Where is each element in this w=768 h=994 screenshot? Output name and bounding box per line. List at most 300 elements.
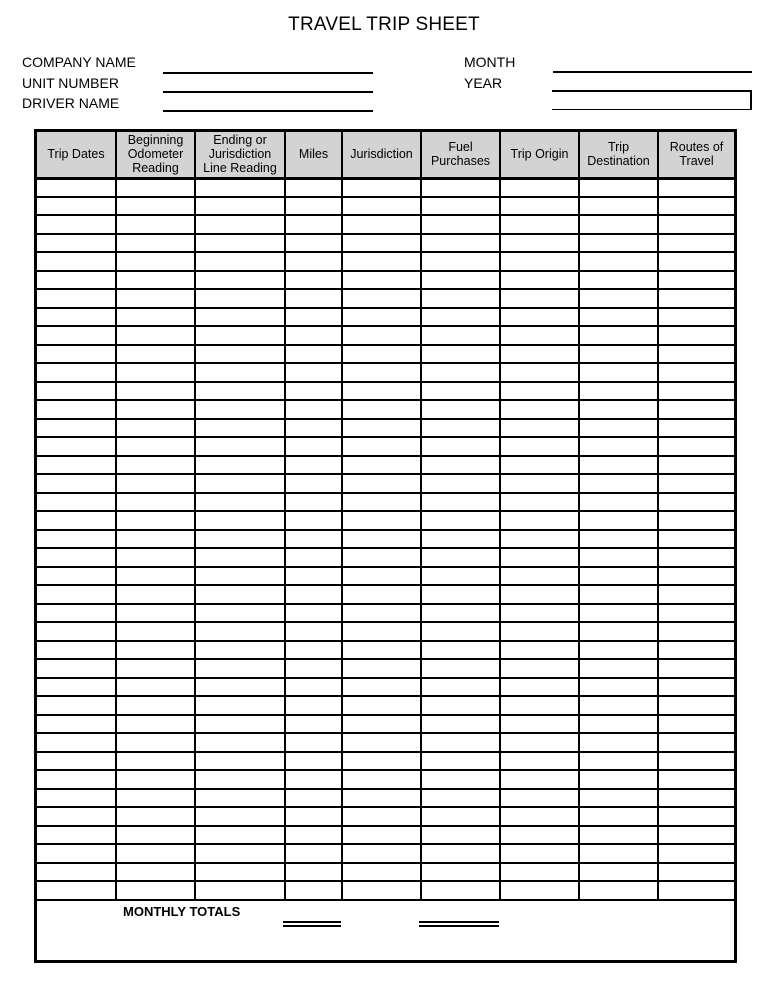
table-cell[interactable] (579, 826, 658, 845)
table-cell[interactable] (579, 382, 658, 401)
table-cell[interactable] (500, 493, 579, 512)
table-cell[interactable] (500, 474, 579, 493)
table-cell[interactable] (195, 807, 285, 826)
table-cell[interactable] (195, 326, 285, 345)
table-cell[interactable] (116, 696, 195, 715)
table-cell[interactable] (500, 234, 579, 253)
table-cell[interactable] (579, 271, 658, 290)
table-cell[interactable] (658, 345, 734, 364)
table-cell[interactable] (285, 881, 342, 900)
table-cell[interactable] (285, 585, 342, 604)
table-cell[interactable] (285, 715, 342, 734)
table-cell[interactable] (500, 178, 579, 197)
table-cell[interactable] (37, 585, 116, 604)
table-cell[interactable] (37, 604, 116, 623)
table-cell[interactable] (500, 271, 579, 290)
table-cell[interactable] (579, 659, 658, 678)
table-cell[interactable] (285, 659, 342, 678)
table-cell[interactable] (421, 215, 500, 234)
table-cell[interactable] (658, 178, 734, 197)
table-cell[interactable] (285, 604, 342, 623)
table-cell[interactable] (195, 548, 285, 567)
table-cell[interactable] (37, 881, 116, 900)
table-cell[interactable] (658, 252, 734, 271)
table-cell[interactable] (421, 641, 500, 660)
table-cell[interactable] (116, 474, 195, 493)
table-cell[interactable] (195, 622, 285, 641)
table-cell[interactable] (285, 456, 342, 475)
table-cell[interactable] (285, 807, 342, 826)
table-cell[interactable] (37, 807, 116, 826)
table-cell[interactable] (342, 622, 421, 641)
table-cell[interactable] (195, 197, 285, 216)
table-cell[interactable] (285, 326, 342, 345)
table-cell[interactable] (285, 844, 342, 863)
month-line[interactable] (553, 71, 752, 73)
table-cell[interactable] (500, 548, 579, 567)
table-cell[interactable] (285, 345, 342, 364)
table-cell[interactable] (116, 826, 195, 845)
table-cell[interactable] (116, 807, 195, 826)
table-cell[interactable] (37, 567, 116, 586)
table-cell[interactable] (37, 752, 116, 771)
table-cell[interactable] (579, 567, 658, 586)
table-cell[interactable] (37, 308, 116, 327)
table-cell[interactable] (342, 271, 421, 290)
table-cell[interactable] (195, 530, 285, 549)
table-cell[interactable] (500, 863, 579, 882)
table-cell[interactable] (500, 641, 579, 660)
table-cell[interactable] (421, 696, 500, 715)
table-cell[interactable] (421, 419, 500, 438)
table-cell[interactable] (658, 881, 734, 900)
table-cell[interactable] (285, 437, 342, 456)
table-cell[interactable] (658, 641, 734, 660)
table-cell[interactable] (195, 271, 285, 290)
table-cell[interactable] (579, 437, 658, 456)
table-cell[interactable] (500, 511, 579, 530)
table-cell[interactable] (658, 807, 734, 826)
table-cell[interactable] (658, 400, 734, 419)
table-cell[interactable] (116, 715, 195, 734)
table-cell[interactable] (37, 733, 116, 752)
table-cell[interactable] (579, 197, 658, 216)
table-cell[interactable] (421, 863, 500, 882)
table-cell[interactable] (579, 252, 658, 271)
table-cell[interactable] (116, 363, 195, 382)
table-cell[interactable] (500, 752, 579, 771)
table-cell[interactable] (195, 678, 285, 697)
table-cell[interactable] (37, 400, 116, 419)
table-cell[interactable] (116, 271, 195, 290)
table-cell[interactable] (421, 659, 500, 678)
table-cell[interactable] (285, 215, 342, 234)
table-cell[interactable] (421, 752, 500, 771)
table-cell[interactable] (421, 234, 500, 253)
table-cell[interactable] (195, 289, 285, 308)
table-cell[interactable] (658, 474, 734, 493)
table-cell[interactable] (500, 215, 579, 234)
table-cell[interactable] (37, 178, 116, 197)
table-cell[interactable] (116, 752, 195, 771)
table-cell[interactable] (342, 326, 421, 345)
table-cell[interactable] (658, 363, 734, 382)
table-cell[interactable] (421, 807, 500, 826)
table-cell[interactable] (116, 215, 195, 234)
table-cell[interactable] (116, 789, 195, 808)
table-cell[interactable] (195, 715, 285, 734)
table-cell[interactable] (658, 530, 734, 549)
table-cell[interactable] (579, 326, 658, 345)
table-cell[interactable] (285, 826, 342, 845)
table-cell[interactable] (342, 548, 421, 567)
table-cell[interactable] (116, 382, 195, 401)
table-cell[interactable] (421, 178, 500, 197)
table-cell[interactable] (342, 807, 421, 826)
table-cell[interactable] (421, 844, 500, 863)
table-cell[interactable] (579, 770, 658, 789)
table-cell[interactable] (658, 696, 734, 715)
table-cell[interactable] (342, 178, 421, 197)
table-cell[interactable] (658, 752, 734, 771)
table-cell[interactable] (342, 530, 421, 549)
table-cell[interactable] (421, 363, 500, 382)
table-cell[interactable] (500, 789, 579, 808)
table-cell[interactable] (342, 234, 421, 253)
table-cell[interactable] (500, 715, 579, 734)
table-cell[interactable] (500, 326, 579, 345)
table-cell[interactable] (421, 382, 500, 401)
table-cell[interactable] (285, 271, 342, 290)
table-cell[interactable] (658, 733, 734, 752)
table-cell[interactable] (116, 585, 195, 604)
table-cell[interactable] (658, 289, 734, 308)
table-cell[interactable] (285, 752, 342, 771)
table-cell[interactable] (285, 382, 342, 401)
table-cell[interactable] (500, 770, 579, 789)
table-cell[interactable] (421, 530, 500, 549)
table-cell[interactable] (658, 234, 734, 253)
table-cell[interactable] (342, 400, 421, 419)
company-name-line[interactable] (163, 72, 373, 74)
table-cell[interactable] (37, 659, 116, 678)
table-cell[interactable] (116, 252, 195, 271)
table-cell[interactable] (579, 696, 658, 715)
table-cell[interactable] (579, 789, 658, 808)
table-cell[interactable] (116, 659, 195, 678)
table-cell[interactable] (421, 548, 500, 567)
table-cell[interactable] (421, 456, 500, 475)
table-cell[interactable] (37, 419, 116, 438)
table-cell[interactable] (500, 197, 579, 216)
driver-name-line[interactable] (163, 110, 373, 112)
table-cell[interactable] (116, 400, 195, 419)
table-cell[interactable] (195, 511, 285, 530)
table-cell[interactable] (421, 474, 500, 493)
table-cell[interactable] (658, 308, 734, 327)
table-cell[interactable] (658, 622, 734, 641)
table-cell[interactable] (579, 530, 658, 549)
table-cell[interactable] (658, 197, 734, 216)
table-cell[interactable] (195, 604, 285, 623)
table-cell[interactable] (342, 715, 421, 734)
table-cell[interactable] (342, 419, 421, 438)
table-cell[interactable] (195, 382, 285, 401)
table-cell[interactable] (195, 456, 285, 475)
table-cell[interactable] (342, 659, 421, 678)
table-cell[interactable] (579, 178, 658, 197)
table-cell[interactable] (500, 826, 579, 845)
table-cell[interactable] (658, 437, 734, 456)
table-cell[interactable] (37, 826, 116, 845)
table-cell[interactable] (37, 770, 116, 789)
table-cell[interactable] (421, 789, 500, 808)
table-cell[interactable] (116, 197, 195, 216)
table-cell[interactable] (500, 807, 579, 826)
table-cell[interactable] (658, 419, 734, 438)
table-cell[interactable] (658, 326, 734, 345)
table-cell[interactable] (116, 308, 195, 327)
table-cell[interactable] (342, 826, 421, 845)
table-cell[interactable] (195, 844, 285, 863)
table-cell[interactable] (195, 363, 285, 382)
table-cell[interactable] (579, 604, 658, 623)
table-cell[interactable] (285, 493, 342, 512)
table-cell[interactable] (658, 511, 734, 530)
table-cell[interactable] (658, 863, 734, 882)
table-cell[interactable] (579, 234, 658, 253)
table-cell[interactable] (579, 641, 658, 660)
table-cell[interactable] (37, 715, 116, 734)
table-cell[interactable] (421, 493, 500, 512)
table-cell[interactable] (579, 622, 658, 641)
table-cell[interactable] (285, 733, 342, 752)
table-cell[interactable] (37, 197, 116, 216)
table-cell[interactable] (37, 474, 116, 493)
table-cell[interactable] (37, 345, 116, 364)
table-cell[interactable] (116, 844, 195, 863)
table-cell[interactable] (579, 474, 658, 493)
table-cell[interactable] (116, 622, 195, 641)
table-cell[interactable] (500, 252, 579, 271)
table-cell[interactable] (421, 604, 500, 623)
table-cell[interactable] (500, 585, 579, 604)
table-cell[interactable] (421, 585, 500, 604)
table-cell[interactable] (285, 789, 342, 808)
table-cell[interactable] (421, 770, 500, 789)
table-cell[interactable] (195, 733, 285, 752)
table-cell[interactable] (421, 308, 500, 327)
table-cell[interactable] (342, 881, 421, 900)
table-cell[interactable] (421, 678, 500, 697)
table-cell[interactable] (342, 789, 421, 808)
table-cell[interactable] (579, 807, 658, 826)
table-cell[interactable] (500, 696, 579, 715)
table-cell[interactable] (658, 585, 734, 604)
table-cell[interactable] (195, 252, 285, 271)
table-cell[interactable] (195, 585, 285, 604)
year-field-box[interactable] (552, 90, 752, 110)
table-cell[interactable] (195, 770, 285, 789)
table-cell[interactable] (37, 789, 116, 808)
table-cell[interactable] (285, 308, 342, 327)
table-cell[interactable] (342, 289, 421, 308)
table-cell[interactable] (37, 456, 116, 475)
table-cell[interactable] (500, 622, 579, 641)
table-cell[interactable] (37, 622, 116, 641)
table-cell[interactable] (195, 400, 285, 419)
table-cell[interactable] (37, 382, 116, 401)
table-cell[interactable] (342, 363, 421, 382)
table-cell[interactable] (579, 752, 658, 771)
table-cell[interactable] (342, 345, 421, 364)
table-cell[interactable] (579, 493, 658, 512)
table-cell[interactable] (195, 641, 285, 660)
table-cell[interactable] (342, 604, 421, 623)
table-cell[interactable] (658, 826, 734, 845)
table-cell[interactable] (116, 345, 195, 364)
table-cell[interactable] (500, 604, 579, 623)
table-cell[interactable] (116, 530, 195, 549)
table-cell[interactable] (195, 437, 285, 456)
table-cell[interactable] (195, 419, 285, 438)
table-cell[interactable] (421, 326, 500, 345)
table-cell[interactable] (342, 770, 421, 789)
table-cell[interactable] (500, 437, 579, 456)
table-cell[interactable] (342, 474, 421, 493)
table-cell[interactable] (658, 604, 734, 623)
table-cell[interactable] (658, 678, 734, 697)
table-cell[interactable] (37, 271, 116, 290)
table-cell[interactable] (37, 437, 116, 456)
table-cell[interactable] (579, 511, 658, 530)
table-cell[interactable] (500, 419, 579, 438)
table-cell[interactable] (500, 289, 579, 308)
table-cell[interactable] (116, 567, 195, 586)
table-cell[interactable] (579, 678, 658, 697)
table-cell[interactable] (342, 382, 421, 401)
table-cell[interactable] (116, 493, 195, 512)
table-cell[interactable] (421, 567, 500, 586)
table-cell[interactable] (116, 178, 195, 197)
table-cell[interactable] (342, 844, 421, 863)
table-cell[interactable] (421, 437, 500, 456)
table-cell[interactable] (195, 696, 285, 715)
table-cell[interactable] (37, 493, 116, 512)
table-cell[interactable] (37, 326, 116, 345)
table-cell[interactable] (342, 308, 421, 327)
table-cell[interactable] (579, 585, 658, 604)
table-cell[interactable] (500, 382, 579, 401)
table-cell[interactable] (421, 271, 500, 290)
table-cell[interactable] (116, 326, 195, 345)
table-cell[interactable] (342, 197, 421, 216)
table-cell[interactable] (500, 308, 579, 327)
table-cell[interactable] (579, 289, 658, 308)
table-cell[interactable] (579, 456, 658, 475)
table-cell[interactable] (421, 400, 500, 419)
table-cell[interactable] (579, 419, 658, 438)
table-cell[interactable] (579, 400, 658, 419)
table-cell[interactable] (421, 252, 500, 271)
table-cell[interactable] (658, 456, 734, 475)
table-cell[interactable] (195, 474, 285, 493)
table-cell[interactable] (500, 678, 579, 697)
table-cell[interactable] (342, 252, 421, 271)
table-cell[interactable] (285, 548, 342, 567)
table-cell[interactable] (342, 752, 421, 771)
table-cell[interactable] (195, 345, 285, 364)
table-cell[interactable] (116, 234, 195, 253)
table-cell[interactable] (37, 641, 116, 660)
table-cell[interactable] (195, 308, 285, 327)
table-cell[interactable] (285, 474, 342, 493)
table-cell[interactable] (500, 345, 579, 364)
table-cell[interactable] (285, 511, 342, 530)
table-cell[interactable] (195, 863, 285, 882)
table-cell[interactable] (195, 178, 285, 197)
table-cell[interactable] (342, 456, 421, 475)
table-cell[interactable] (421, 345, 500, 364)
table-cell[interactable] (285, 178, 342, 197)
table-cell[interactable] (579, 215, 658, 234)
table-cell[interactable] (421, 197, 500, 216)
table-cell[interactable] (285, 197, 342, 216)
table-cell[interactable] (500, 400, 579, 419)
table-cell[interactable] (285, 567, 342, 586)
table-cell[interactable] (116, 511, 195, 530)
table-cell[interactable] (658, 271, 734, 290)
table-cell[interactable] (342, 863, 421, 882)
table-cell[interactable] (421, 715, 500, 734)
table-cell[interactable] (116, 548, 195, 567)
table-cell[interactable] (500, 733, 579, 752)
table-cell[interactable] (658, 659, 734, 678)
table-cell[interactable] (342, 493, 421, 512)
table-cell[interactable] (195, 567, 285, 586)
table-cell[interactable] (285, 863, 342, 882)
table-cell[interactable] (195, 752, 285, 771)
table-cell[interactable] (421, 826, 500, 845)
table-cell[interactable] (285, 252, 342, 271)
table-cell[interactable] (285, 696, 342, 715)
table-cell[interactable] (658, 789, 734, 808)
table-cell[interactable] (500, 456, 579, 475)
table-cell[interactable] (285, 363, 342, 382)
table-cell[interactable] (658, 215, 734, 234)
table-cell[interactable] (285, 234, 342, 253)
table-cell[interactable] (500, 530, 579, 549)
table-cell[interactable] (579, 548, 658, 567)
table-cell[interactable] (658, 382, 734, 401)
table-cell[interactable] (285, 289, 342, 308)
table-cell[interactable] (116, 733, 195, 752)
table-cell[interactable] (342, 641, 421, 660)
table-cell[interactable] (285, 770, 342, 789)
table-cell[interactable] (421, 622, 500, 641)
table-cell[interactable] (421, 511, 500, 530)
table-cell[interactable] (579, 844, 658, 863)
table-cell[interactable] (342, 585, 421, 604)
table-cell[interactable] (500, 881, 579, 900)
table-cell[interactable] (116, 863, 195, 882)
table-cell[interactable] (37, 289, 116, 308)
table-cell[interactable] (116, 456, 195, 475)
table-cell[interactable] (195, 493, 285, 512)
table-cell[interactable] (37, 363, 116, 382)
table-cell[interactable] (37, 511, 116, 530)
table-cell[interactable] (285, 622, 342, 641)
